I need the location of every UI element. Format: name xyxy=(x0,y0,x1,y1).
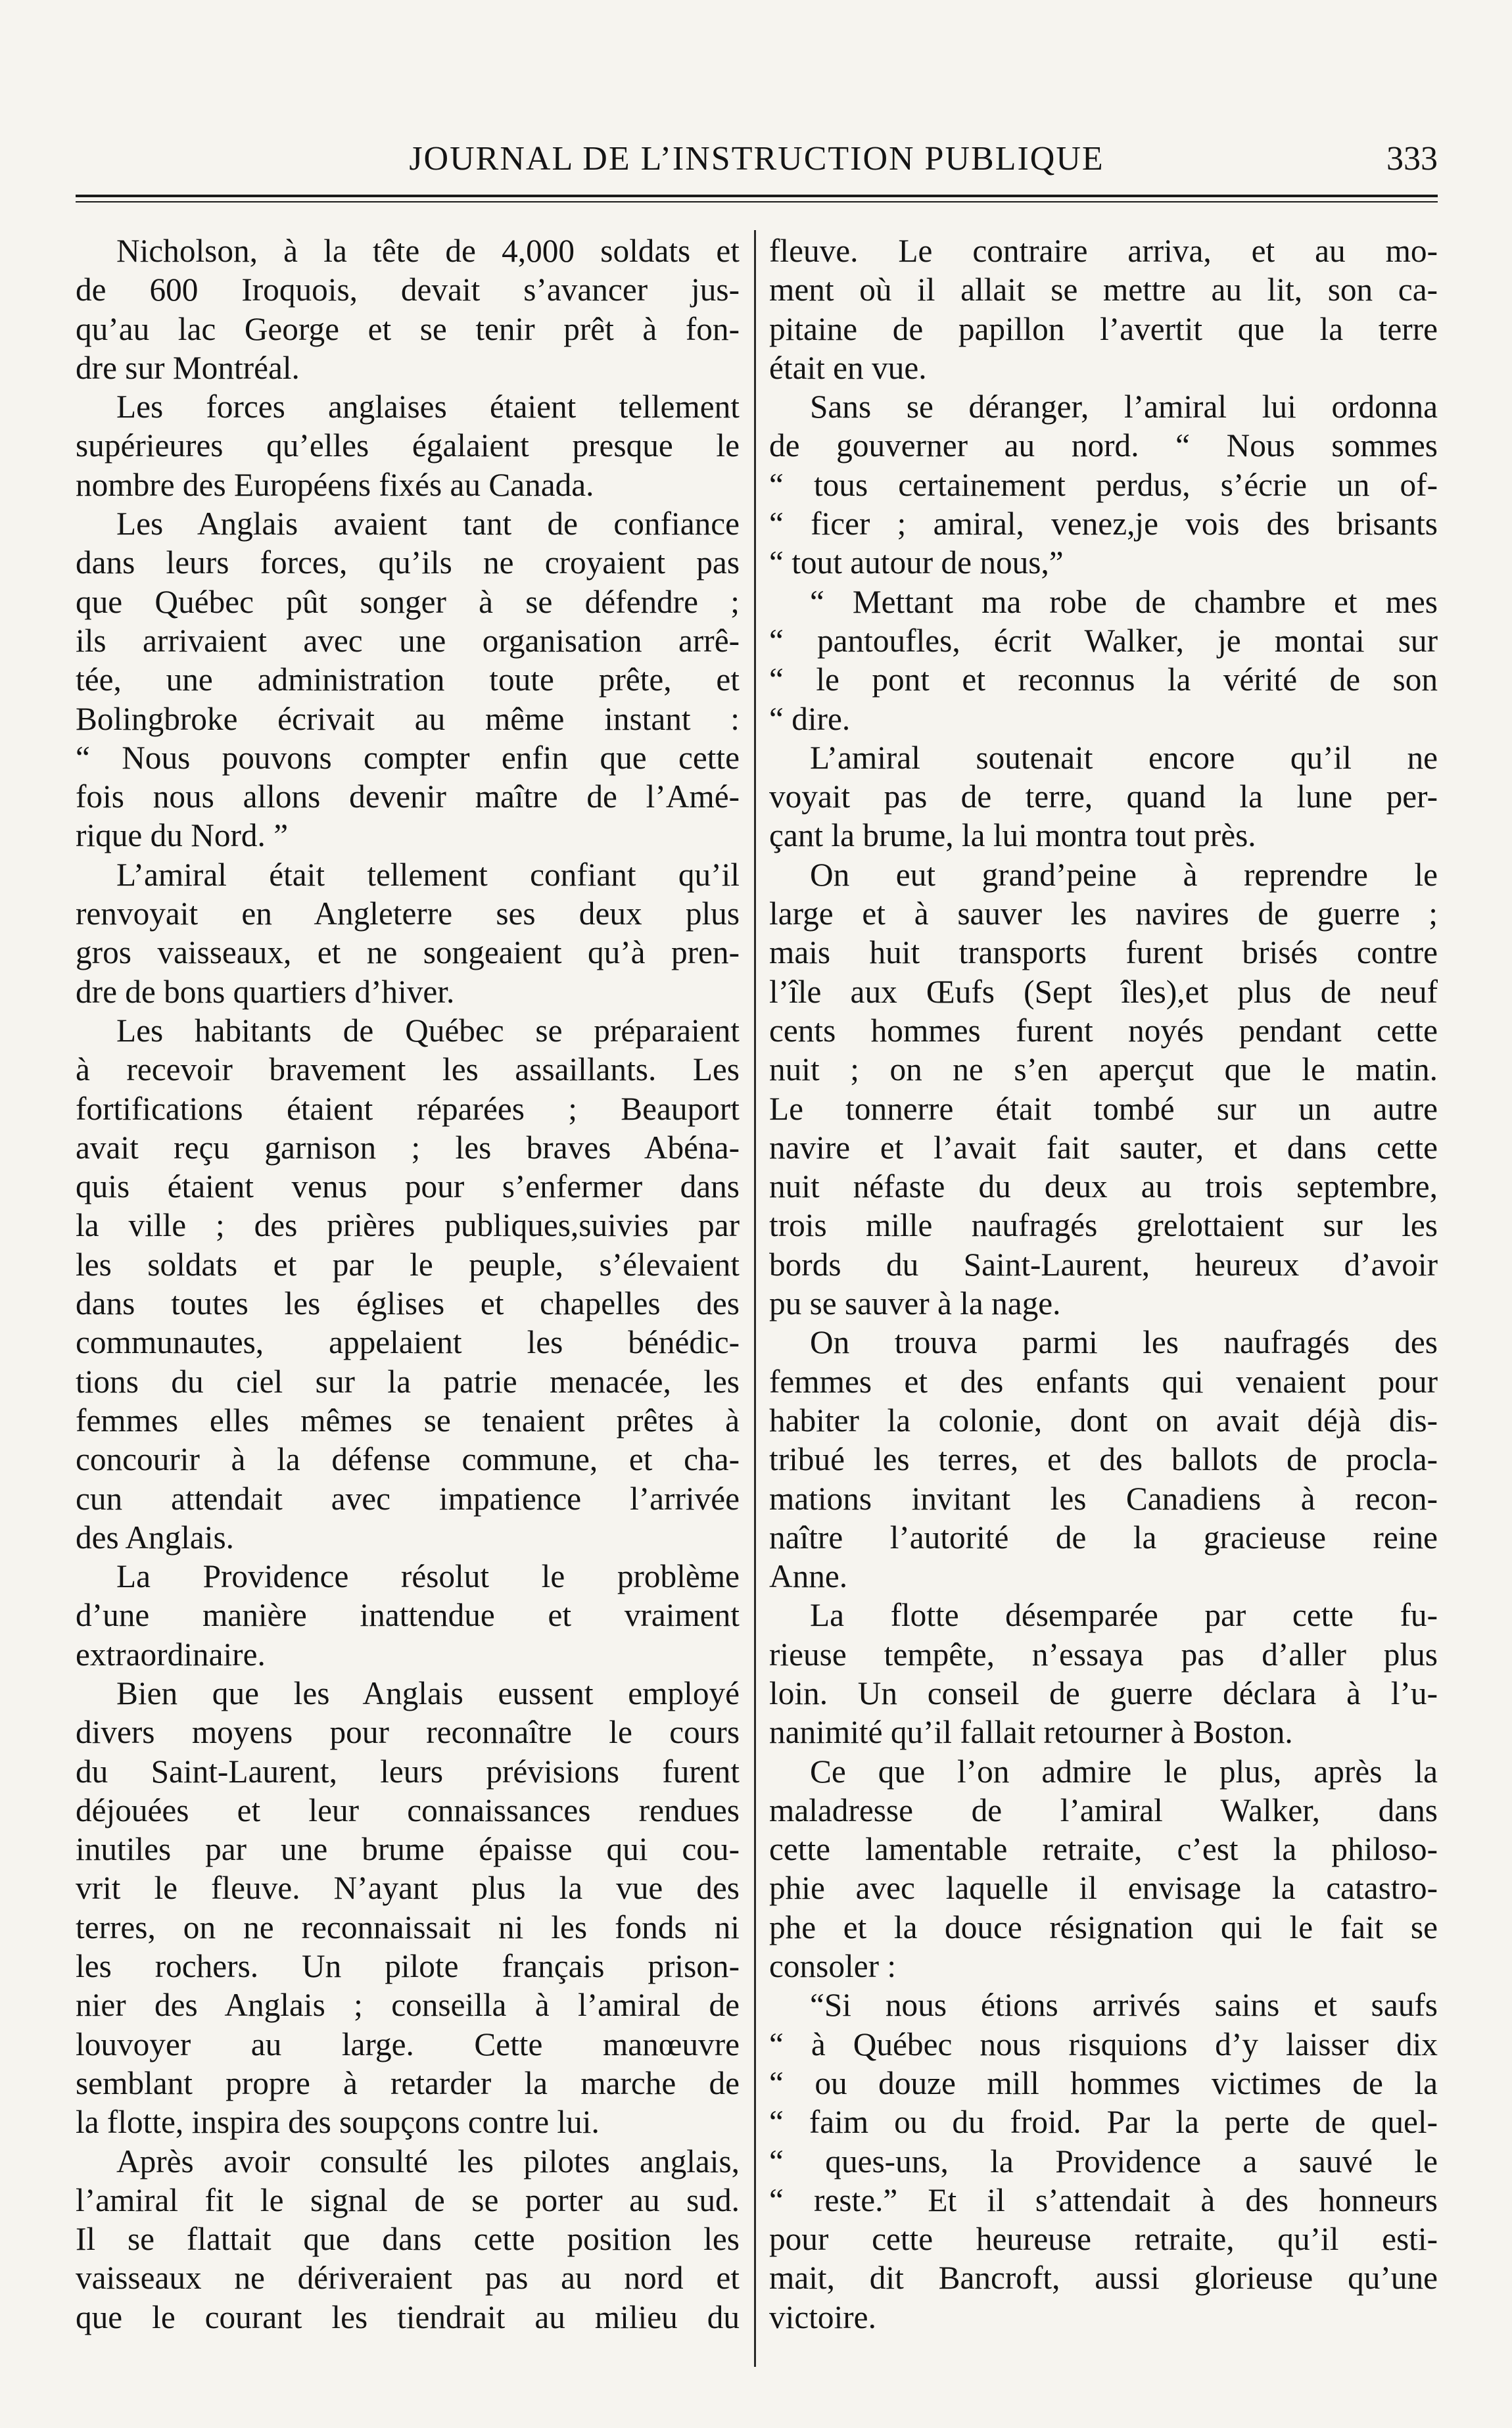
text-line: rieuse tempête, n’essaya pas d’aller plus xyxy=(769,1636,1438,1673)
text-line: de gouverner au nord. “ Nous sommes xyxy=(769,427,1438,464)
text-line: loin. Un conseil de guerre déclara à l’u- xyxy=(769,1675,1438,1711)
text-line: supérieures qu’elles égalaient presque le xyxy=(76,427,740,464)
text-line: que Québec pût songer à se défendre ; xyxy=(76,583,740,620)
text-line: Sans se déranger, l’amiral lui ordonna xyxy=(810,389,1438,425)
text-line: “ à Québec nous risquions d’y laisser dix xyxy=(769,2026,1438,2062)
text-line: On trouva parmi les naufragés des xyxy=(810,1324,1438,1361)
text-line: était en vue. xyxy=(769,349,927,386)
page-number: 333 xyxy=(1386,140,1438,178)
text-line: dans toutes les églises et chapelles des xyxy=(76,1285,740,1322)
text-line: du Saint-Laurent, leurs prévisions furent xyxy=(76,1753,740,1790)
text-line: vaisseaux ne dériveraient pas au nord et xyxy=(76,2260,740,2297)
text-line: d’une manière inattendue et vraiment xyxy=(76,1597,740,1634)
text-line: fleuve. Le contraire arriva, et au mo- xyxy=(769,233,1438,269)
text-line: “Si nous étions arrivés sains et saufs xyxy=(810,1987,1438,2024)
text-line: dre sur Montréal. xyxy=(76,349,300,386)
text-line: Les habitants de Québec se préparaient xyxy=(116,1012,740,1049)
text-line: l’amiral fit le signal de se porter au sud. xyxy=(76,2181,740,2218)
text-line: semblant propre à retarder la marche de xyxy=(76,2064,740,2101)
text-line: Les Anglais avaient tant de confiance xyxy=(116,506,740,542)
text-line: phe et la douce résignation qui le fait se xyxy=(769,1909,1438,1945)
text-line: Nicholson, à la tête de 4,000 soldats et xyxy=(116,233,740,269)
text-line: nanimité qu’il fallait retourner à Boston. xyxy=(769,1714,1293,1751)
text-line: vrit le fleuve. N’ayant plus la vue des xyxy=(76,1870,740,1907)
text-line: “ Mettant ma robe de chambre et mes xyxy=(810,583,1438,620)
text-line: avait reçu garnison ; les braves Abéna- xyxy=(76,1129,740,1166)
text-line: La Providence résolut le problème xyxy=(116,1558,740,1595)
text-line: quis étaient venus pour s’enfermer dans xyxy=(76,1168,740,1205)
text-line: mais huit transports furent brisés contre xyxy=(769,934,1438,971)
text-line: “ tous certainement perdus, s’écrie un of- xyxy=(769,466,1438,503)
text-line: “ ques-uns, la Providence a sauvé le xyxy=(769,2143,1438,2179)
text-line: Anne. xyxy=(769,1558,848,1595)
text-line: tions du ciel sur la patrie menacée, les xyxy=(76,1363,740,1400)
text-line: mations invitant les Canadiens à recon- xyxy=(769,1480,1438,1517)
page-header xyxy=(76,139,1438,185)
text-line: concourir à la défense commune, et cha- xyxy=(76,1441,740,1478)
text-line: la flotte, inspira des soupçons contre lui. xyxy=(76,2104,600,2141)
text-line: l’île aux Œufs (Sept îles),et plus de neuf xyxy=(769,973,1438,1010)
column-divider xyxy=(754,230,756,2367)
text-line: “ pantoufles, écrit Walker, je montai sur xyxy=(769,622,1438,659)
text-line: pu se sauver à la nage. xyxy=(769,1285,1061,1322)
text-line: rique du Nord. ” xyxy=(76,817,289,854)
text-line: nuit néfaste du deux au trois septembre, xyxy=(769,1168,1438,1205)
text-line: fois nous allons devenir maître de l’Amé- xyxy=(76,778,740,815)
text-line: divers moyens pour reconnaître le cours xyxy=(76,1714,740,1751)
header-rule-thick xyxy=(76,195,1438,197)
text-line: tribué les terres, et des ballots de procla- xyxy=(769,1441,1438,1478)
text-line: On eut grand’peine à reprendre le xyxy=(810,856,1438,893)
text-line: cun attendait avec impatience l’arrivée xyxy=(76,1480,740,1517)
text-line: “ ou douze mill hommes victimes de la xyxy=(769,2064,1438,2101)
text-line: renvoyait en Angleterre ses deux plus xyxy=(76,895,740,932)
text-line: femmes et des enfants qui venaient pour xyxy=(769,1363,1438,1400)
text-line: maladresse de l’amiral Walker, dans xyxy=(769,1792,1438,1828)
text-line: les soldats et par le peuple, s’élevaient xyxy=(76,1246,740,1283)
text-line: Après avoir consulté les pilotes anglais, xyxy=(116,2143,740,2179)
text-line: “ tout autour de nous,” xyxy=(769,544,1064,581)
text-line: naître l’autorité de la gracieuse reine xyxy=(769,1519,1438,1556)
running-title: JOURNAL DE L’INSTRUCTION PUBLIQUE xyxy=(409,140,1104,178)
text-line: L’amiral soutenait encore qu’il ne xyxy=(810,739,1438,776)
text-line: Il se flattait que dans cette position les xyxy=(76,2221,740,2258)
text-line: fortifications étaient réparées ; Beauport xyxy=(76,1090,740,1127)
text-line: habiter la colonie, dont on avait déjà dis- xyxy=(769,1402,1438,1439)
text-line: communautes, appelaient les bénédic- xyxy=(76,1324,740,1361)
text-line: Ce que l’on admire le plus, après la xyxy=(810,1753,1438,1790)
text-line: qu’au lac George et se tenir prêt à fon- xyxy=(76,310,740,347)
text-line: “ dire. xyxy=(769,700,851,737)
text-line: mait, dit Bancroft, aussi glorieuse qu’une xyxy=(769,2260,1438,2297)
text-line: déjouées et leur connaissances rendues xyxy=(76,1792,740,1828)
text-line: large et à sauver les navires de guerre ; xyxy=(769,895,1438,932)
text-line: Le tonnerre était tombé sur un autre xyxy=(769,1090,1438,1127)
text-line: nier des Anglais ; conseilla à l’amiral de xyxy=(76,1987,740,2024)
text-line: gros vaisseaux, et ne songeaient qu’à pren- xyxy=(76,934,740,971)
text-line: Bolingbroke écrivait au même instant : xyxy=(76,700,740,737)
header-rule-thin xyxy=(76,201,1438,202)
text-line: des Anglais. xyxy=(76,1519,234,1556)
text-line: nombre des Européens fixés au Canada. xyxy=(76,466,594,503)
text-line: La flotte désemparée par cette fu- xyxy=(810,1597,1438,1634)
text-line: louvoyer au large. Cette manœuvre xyxy=(76,2026,740,2062)
text-line: “ ficer ; amiral, venez,je vois des brisants xyxy=(769,506,1438,542)
text-line: “ reste.” Et il s’attendait à des honneurs xyxy=(769,2181,1438,2218)
text-line: Bien que les Anglais eussent employé xyxy=(116,1675,740,1711)
text-line: terres, on ne reconnaissait ni les fonds ni xyxy=(76,1909,740,1945)
text-line: phie avec laquelle il envisage la catastro- xyxy=(769,1870,1438,1907)
text-line: pour cette heureuse retraite, qu’il esti- xyxy=(769,2221,1438,2258)
text-line: dans leurs forces, qu’ils ne croyaient pas xyxy=(76,544,740,581)
text-line: les rochers. Un pilote français prison- xyxy=(76,1948,740,1985)
text-line: que le courant les tiendrait au milieu du xyxy=(76,2298,740,2335)
text-line: dre de bons quartiers d’hiver. xyxy=(76,973,455,1010)
text-line: la ville ; des prières publiques,suivies par xyxy=(76,1207,740,1244)
text-line: nuit ; on ne s’en aperçut que le matin. xyxy=(769,1051,1438,1088)
text-line: çant la brume, la lui montra tout près. xyxy=(769,817,1256,854)
text-line: cents hommes furent noyés pendant cette xyxy=(769,1012,1438,1049)
text-line: bords du Saint-Laurent, heureux d’avoir xyxy=(769,1246,1438,1283)
text-line: à recevoir bravement les assaillants. Les xyxy=(76,1051,740,1088)
text-line: “ le pont et reconnus la vérité de son xyxy=(769,661,1438,698)
text-line: trois mille naufragés grelottaient sur les xyxy=(769,1207,1438,1244)
text-line: “ faim ou du froid. Par la perte de quel- xyxy=(769,2104,1438,2141)
text-line: “ Nous pouvons compter enfin que cette xyxy=(76,739,740,776)
text-line: Les forces anglaises étaient tellement xyxy=(116,389,740,425)
text-line: ment où il allait se mettre au lit, son ca- xyxy=(769,272,1438,308)
text-line: extraordinaire. xyxy=(76,1636,266,1673)
text-line: inutiles par une brume épaisse qui cou- xyxy=(76,1831,740,1868)
text-line: L’amiral était tellement confiant qu’il xyxy=(116,856,740,893)
text-line: pitaine de papillon l’avertit que la terre xyxy=(769,310,1438,347)
text-line: consoler : xyxy=(769,1948,897,1985)
text-line: ils arrivaient avec une organisation arrê- xyxy=(76,622,740,659)
text-line: tée, une administration toute prête, et xyxy=(76,661,740,698)
right-column xyxy=(769,231,1438,2337)
text-line: victoire. xyxy=(769,2298,876,2335)
text-line: voyait pas de terre, quand la lune per- xyxy=(769,778,1438,815)
text-line: cette lamentable retraite, c’est la philoso- xyxy=(769,1831,1438,1868)
left-column xyxy=(76,231,740,2337)
text-line: femmes elles mêmes se tenaient prêtes à xyxy=(76,1402,740,1439)
text-line: de 600 Iroquois, devait s’avancer jus- xyxy=(76,272,740,308)
text-line: navire et l’avait fait sauter, et dans cette xyxy=(769,1129,1438,1166)
